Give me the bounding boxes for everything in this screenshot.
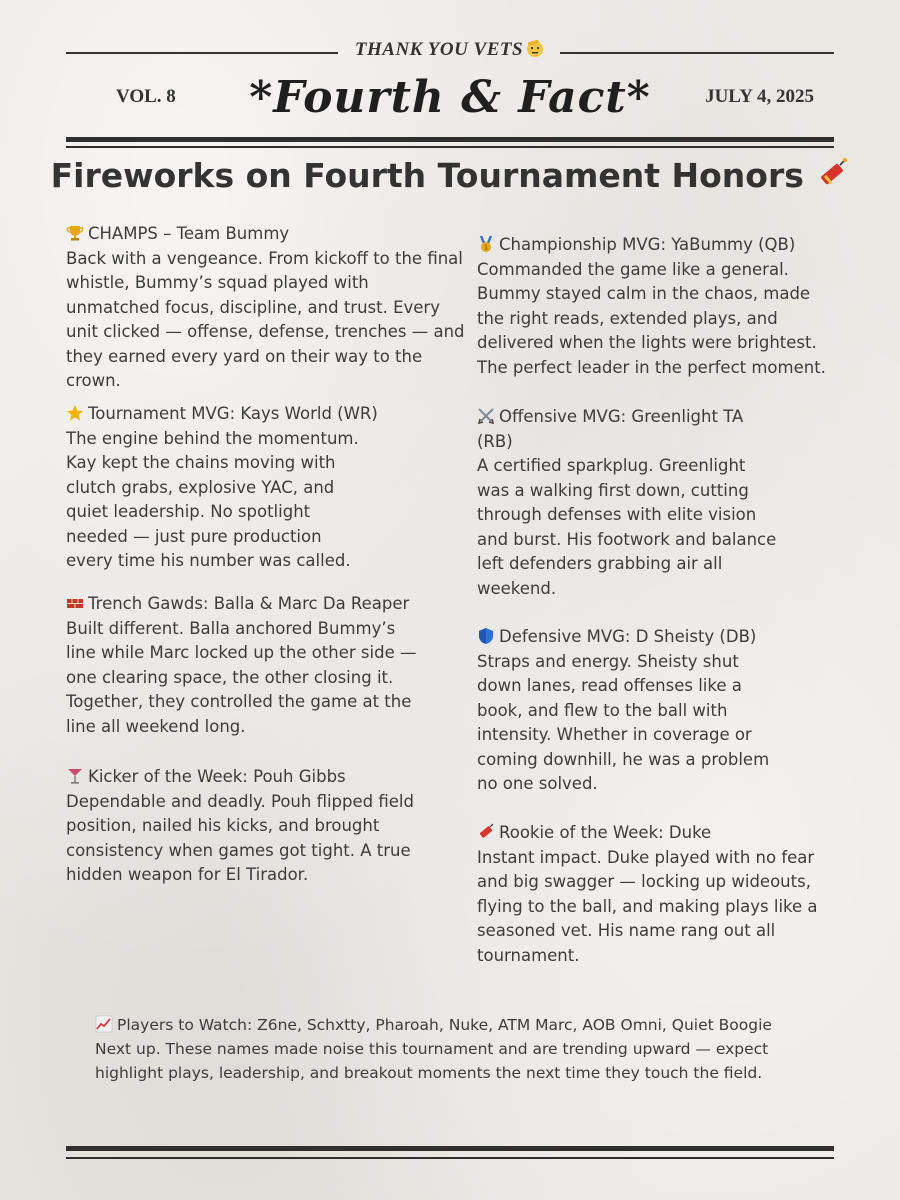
award-title: CHAMPS – Team Bummy (88, 224, 290, 243)
award-rookie-of-the-week (477, 821, 837, 968)
award-body: Straps and energy. Sheisty shut down lanes, read offenses like a book, and flew to the ball with intensity. Whether in coverage or coming downhill, he was a problem no one solved. (477, 651, 770, 793)
cocktail-icon (66, 767, 84, 785)
saluting-face-icon (525, 38, 545, 58)
players-to-watch-title: Players to Watch: Z6ne, Schxtty, Pharoah, Nuke, ATM Marc, AOB Omni, Quiet Boogie (117, 1016, 772, 1034)
award-defensive-mvg (477, 625, 777, 797)
award-body: The engine behind the momentum. Kay kept the chains moving with clutch grabs, explosive YAC, and quiet leadership. No spotlight needed — just pure production every time his number was called. (66, 428, 359, 570)
award-offensive-mvg (477, 405, 777, 601)
players-to-watch (95, 1013, 825, 1085)
shield-icon (477, 627, 495, 645)
issue-date: JULY 4, 2025 (705, 86, 814, 107)
award-body: Commanded the game like a general. Bummy stayed calm in the chaos, made the right reads, extended plays, and delivered when the lights were brightest. The perfect leader in the perfect moment. (477, 259, 826, 377)
tagline (0, 38, 900, 61)
award-title: Offensive MVG: Greenlight TA (RB) (477, 407, 744, 451)
award-body: Dependable and deadly. Pouh flipped field position, nailed his kicks, and brought consistency when games got tight. A true hidden weapon for El Tirador. (66, 791, 414, 884)
firecracker-icon (815, 157, 849, 191)
award-title: Kicker of the Week: Pouh Gibbs (88, 767, 346, 786)
award-kicker-of-the-week (66, 765, 436, 888)
award-title: Championship MVG: YaBummy (QB) (499, 235, 796, 254)
brick-icon (66, 594, 84, 612)
newspaper-title: *Fourth & Fact* (249, 72, 651, 123)
award-body: Back with a vengeance. From kickoff to the final whistle, Bummy’s squad played with unmatched focus, discipline, and trust. Every unit clicked — offense, defense, trenches — and they earned every yard on their way to the crown. (66, 248, 465, 390)
headline-text: Fireworks on Fourth Tournament Honors (50, 156, 804, 195)
award-body: Built different. Balla anchored Bummy’s line while Marc locked up the other side — one clearing space, the other closing it. Together, they controlled the game at the line all weekend long. (66, 618, 417, 736)
award-body: A certified sparkplug. Greenlight was a walking first down, cutting through defenses with elite vision and burst. His footwork and balance left defenders grabbing air all weekend. (477, 456, 777, 598)
star-icon (66, 404, 84, 422)
award-title: Rookie of the Week: Duke (499, 823, 712, 842)
tagline-text: THANK YOU VETS (354, 39, 524, 60)
award-body: Instant impact. Duke played with no fear and big swagger — locking up wideouts, flying to the ball, and making plays like a seasoned vet. His name rang out all tournament. (477, 847, 818, 965)
award-champs (66, 222, 466, 394)
trending-up-icon (95, 1015, 113, 1033)
award-title: Tournament MVG: Kays World (WR) (88, 404, 378, 423)
players-to-watch-body: Next up. These names made noise this tournament and are trending upward — expect highlight plays, leadership, and breakout moments the next time they touch the field. (95, 1040, 769, 1082)
masthead-rule-thick (66, 137, 834, 142)
award-title: Trench Gawds: Balla & Marc Da Reaper (88, 594, 410, 613)
award-title: Defensive MVG: D Sheisty (DB) (499, 627, 757, 646)
crossed-swords-icon (477, 407, 495, 425)
trophy-icon (66, 224, 84, 242)
footer-rule-thick (66, 1146, 834, 1151)
award-championship-mvg (477, 233, 837, 380)
award-trench-gawds (66, 592, 426, 739)
svg-text:1: 1 (483, 243, 489, 252)
masthead-rule-thin (66, 146, 834, 148)
headline (0, 156, 900, 195)
volume-number: VOL. 8 (116, 86, 176, 107)
firecracker-icon (477, 823, 495, 841)
award-tournament-mvg (66, 402, 378, 574)
footer-rule-thin (66, 1157, 834, 1159)
medal-icon (477, 235, 495, 253)
